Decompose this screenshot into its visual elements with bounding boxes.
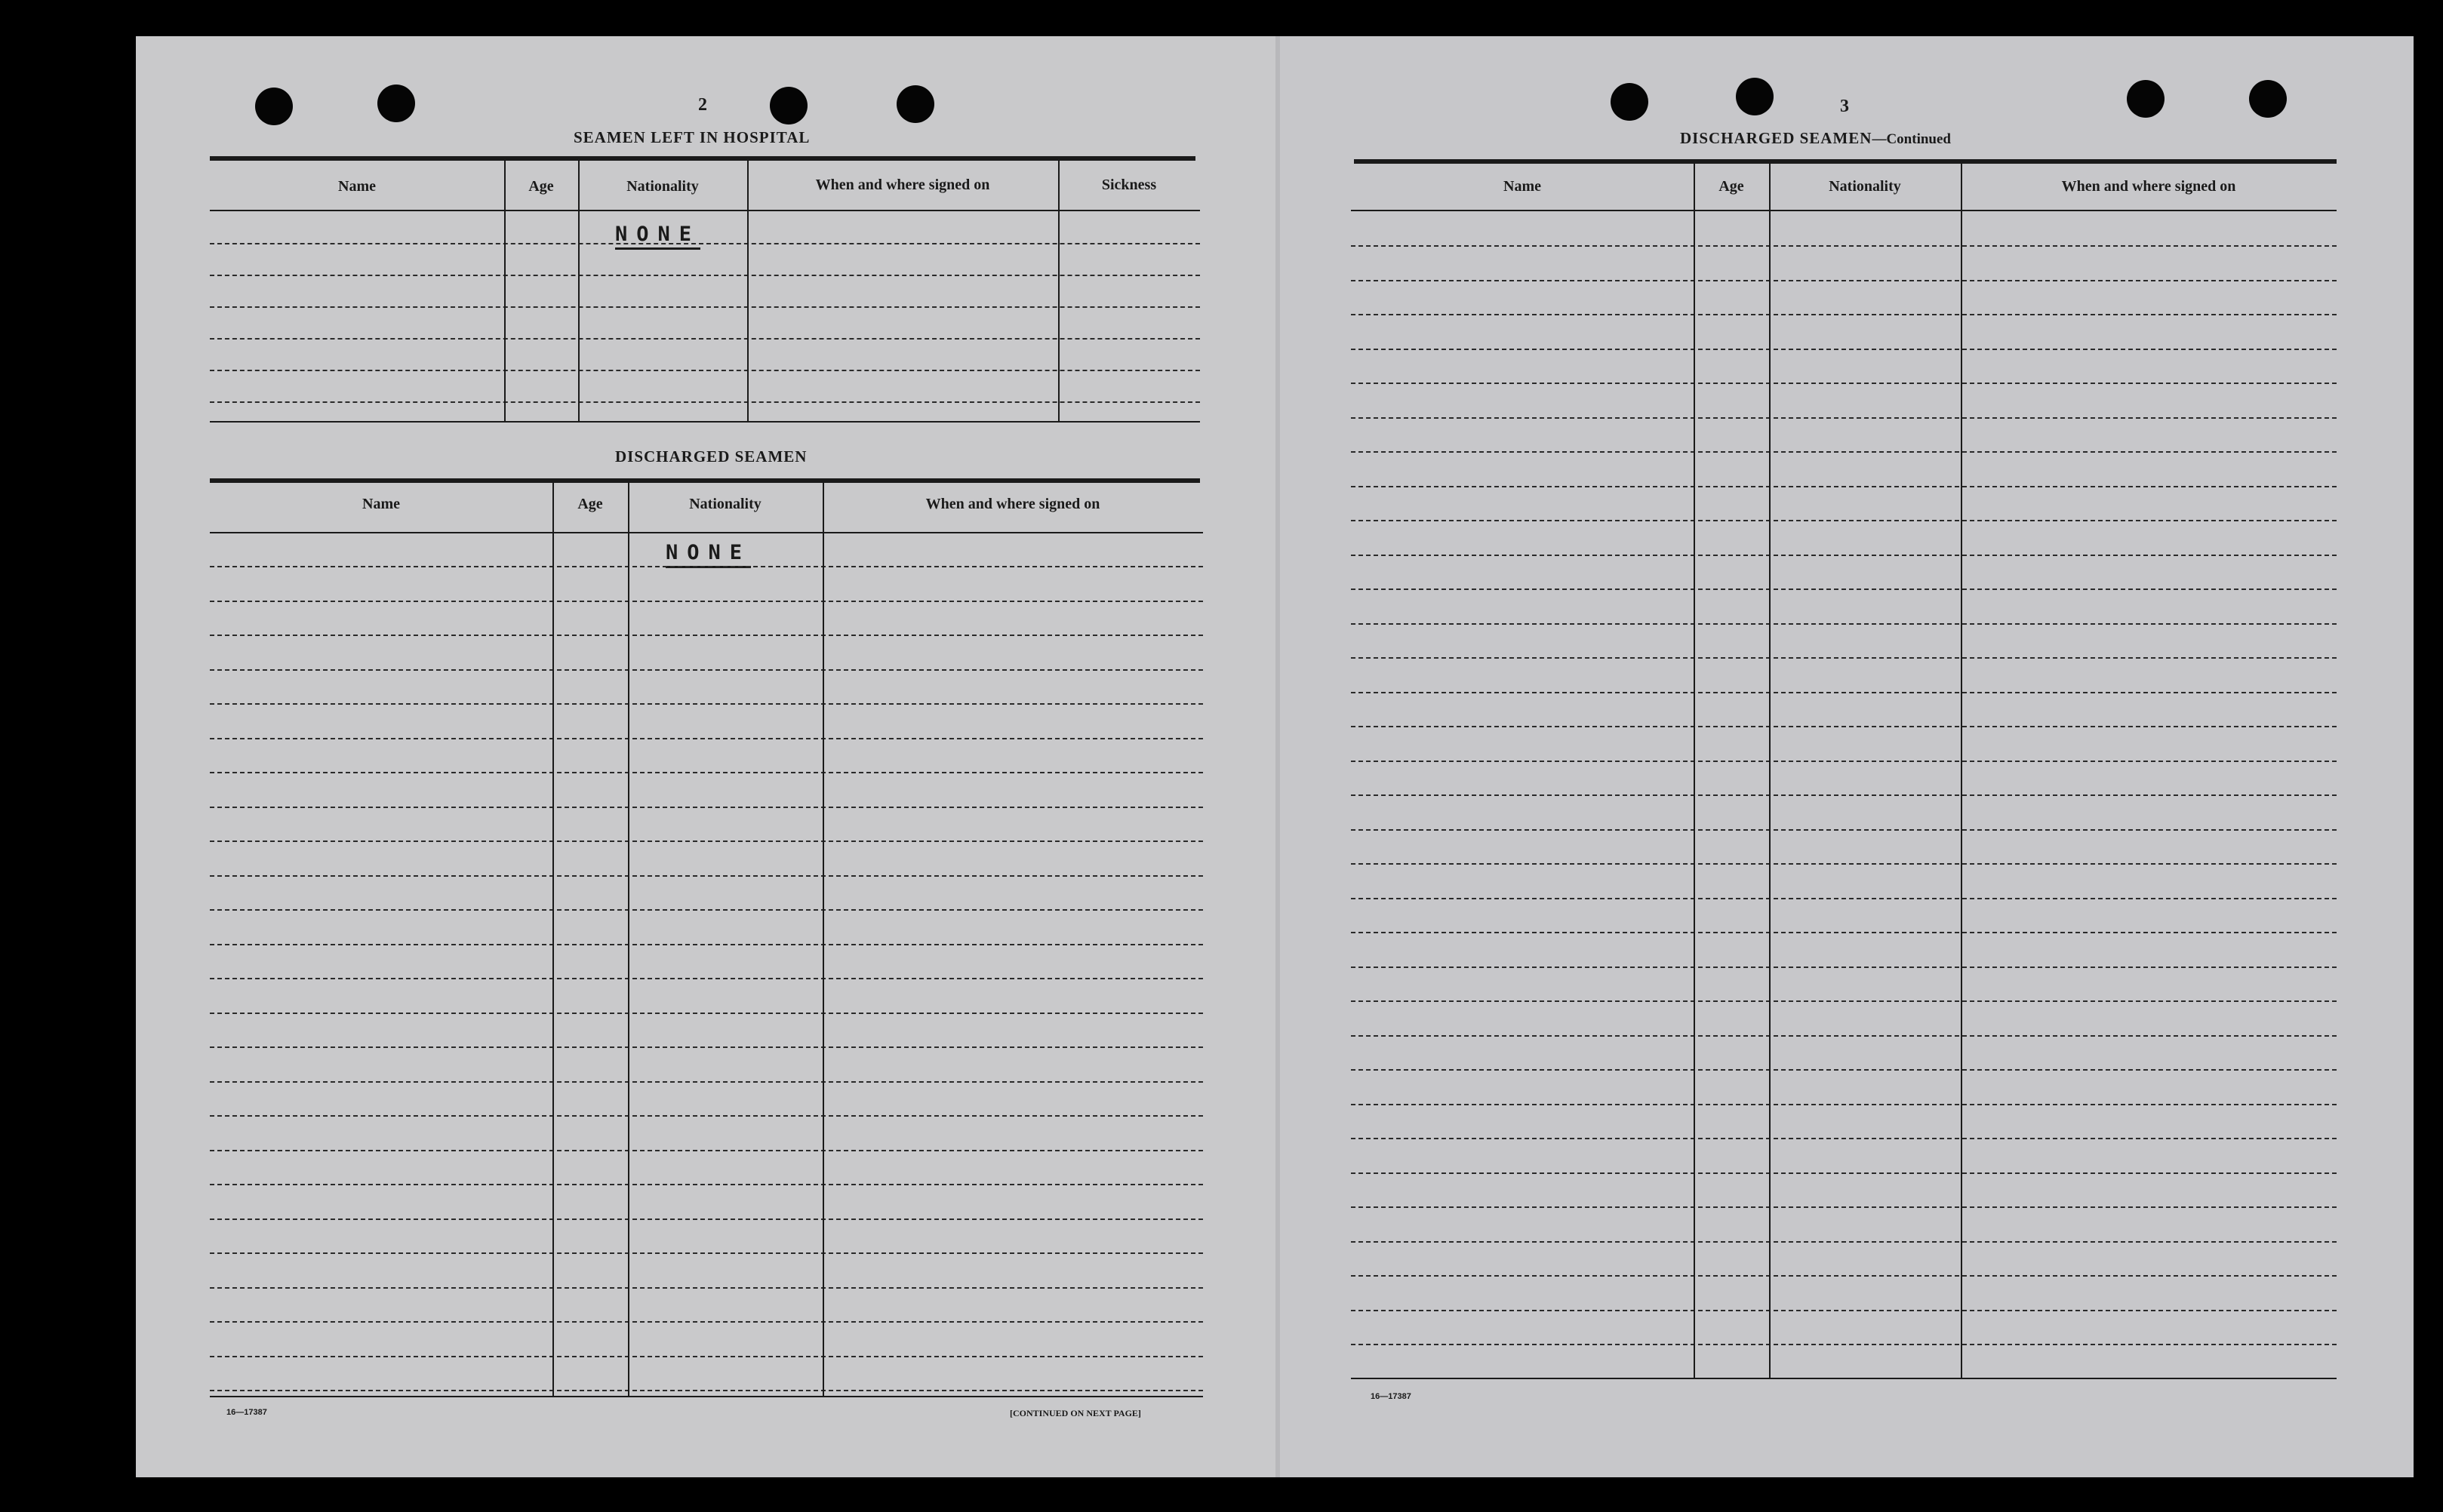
ruled-row-line: [210, 909, 1203, 911]
ruled-row-line: [1351, 726, 2337, 727]
ruled-row-line: [1351, 898, 2337, 899]
ruled-row-line: [210, 944, 1203, 945]
ruled-row-line: [210, 1115, 1203, 1117]
form-number-right: 16—17387: [1371, 1392, 1411, 1401]
ruled-row-line: [210, 1081, 1203, 1083]
ruled-row-line: [210, 370, 1200, 371]
continued-section-title: [1680, 129, 1951, 148]
header-rule: [1351, 210, 2337, 211]
ruled-row-line: [1351, 1241, 2337, 1243]
ruled-row-line: [1351, 692, 2337, 693]
column-divider: [552, 481, 554, 1397]
column-header-age: Age: [1718, 178, 1744, 195]
continued-title-main: DISCHARGED SEAMEN: [1680, 129, 1872, 147]
ruled-row-line: [1351, 314, 2337, 315]
ruled-row-line: [1351, 657, 2337, 659]
ruled-row-line: [210, 1046, 1203, 1048]
ruled-row-line: [1351, 1275, 2337, 1277]
ruled-row-line: [1351, 520, 2337, 521]
column-header-name: Name: [1503, 178, 1541, 195]
ruled-row-line: [1351, 623, 2337, 625]
page-fold: [1275, 36, 1280, 1477]
column-divider: [1058, 158, 1060, 423]
ruled-row-line: [210, 566, 1203, 567]
ruled-row-line: [1351, 451, 2337, 453]
ruled-row-line: [1351, 1035, 2337, 1037]
ruled-row-line: [1351, 383, 2337, 384]
column-header-age: Age: [528, 178, 554, 195]
discharged-none-entry: NONE: [666, 541, 751, 568]
ruled-row-line: [1351, 794, 2337, 796]
hospital-section-title: SEAMEN LEFT IN HOSPITAL: [574, 128, 811, 146]
ruled-row-line: [1351, 280, 2337, 281]
discharged-section-title: DISCHARGED SEAMEN: [615, 447, 808, 466]
column-header-signed-on: When and where signed on: [815, 177, 990, 193]
punch-hole: [377, 85, 415, 122]
ruled-row-line: [1351, 349, 2337, 350]
ruled-row-line: [210, 401, 1200, 403]
punch-hole: [1611, 83, 1648, 121]
page-number-right: 3: [1840, 97, 1849, 116]
ruled-row-line: [1351, 1172, 2337, 1174]
table-top-rule: [210, 156, 1195, 161]
punch-hole: [897, 85, 934, 123]
punch-hole: [255, 88, 293, 125]
ruled-row-line: [1351, 829, 2337, 831]
ruled-row-line: [210, 1013, 1203, 1014]
column-header-nationality: Nationality: [626, 178, 699, 195]
ruled-row-line: [1351, 1104, 2337, 1105]
left-page: [136, 36, 1279, 1477]
ruled-row-line: [210, 601, 1203, 602]
ruled-row-line: [210, 1287, 1203, 1289]
ruled-row-line: [210, 669, 1203, 671]
header-rule: [210, 532, 1203, 533]
ruled-row-line: [1351, 1206, 2337, 1208]
ruled-row-line: [1351, 486, 2337, 487]
punch-hole: [1736, 78, 1774, 115]
column-header-signed-on: When and where signed on: [2061, 178, 2236, 195]
ruled-row-line: [210, 635, 1203, 636]
ruled-row-line: [1351, 1344, 2337, 1345]
page-number-left: 2: [698, 95, 707, 115]
table-bottom-rule: [210, 421, 1200, 423]
ruled-row-line: [1351, 761, 2337, 762]
ruled-row-line: [210, 703, 1203, 705]
ruled-row-line: [1351, 967, 2337, 968]
column-divider: [1769, 161, 1771, 1379]
ruled-row-line: [1351, 589, 2337, 590]
hospital-none-entry: NONE: [615, 223, 700, 250]
table-bottom-rule: [210, 1396, 1203, 1397]
punch-hole: [2249, 80, 2287, 118]
ruled-row-line: [210, 875, 1203, 877]
column-header-nationality: Nationality: [689, 496, 762, 512]
right-page: [1278, 36, 2414, 1477]
column-divider: [578, 158, 580, 423]
continued-title-suffix: —Continued: [1872, 131, 1951, 147]
ruled-row-line: [210, 338, 1200, 340]
ruled-row-line: [210, 1356, 1203, 1357]
ruled-row-line: [1351, 1310, 2337, 1311]
ruled-row-line: [210, 243, 1200, 244]
ruled-row-line: [1351, 863, 2337, 865]
ruled-row-line: [210, 807, 1203, 808]
column-divider: [1961, 161, 1962, 1379]
ruled-row-line: [210, 1321, 1203, 1323]
ruled-row-line: [1351, 932, 2337, 933]
ruled-row-line: [1351, 1138, 2337, 1139]
continued-note: [CONTINUED ON NEXT PAGE]: [1010, 1408, 1141, 1418]
column-header-nationality: Nationality: [1829, 178, 1901, 195]
form-number-left: 16—17387: [226, 1408, 267, 1417]
table-top-rule: [210, 478, 1200, 483]
column-divider: [1694, 161, 1695, 1379]
column-header-age: Age: [577, 496, 603, 512]
table-bottom-rule: [1351, 1378, 2337, 1379]
ruled-row-line: [210, 738, 1203, 739]
ruled-row-line: [210, 978, 1203, 979]
column-divider: [747, 158, 749, 423]
ruled-row-line: [210, 1252, 1203, 1254]
ruled-row-line: [210, 841, 1203, 842]
column-divider: [823, 481, 824, 1397]
ruled-row-line: [1351, 1000, 2337, 1002]
ruled-row-line: [1351, 417, 2337, 419]
ruled-row-line: [210, 1150, 1203, 1151]
ruled-row-line: [210, 1184, 1203, 1185]
ruled-row-line: [210, 1390, 1203, 1391]
ruled-row-line: [210, 306, 1200, 308]
ruled-row-line: [210, 275, 1200, 276]
ruled-row-line: [1351, 245, 2337, 247]
table-top-rule: [1354, 159, 2337, 164]
column-divider: [504, 158, 506, 423]
column-header-name: Name: [338, 178, 376, 195]
column-header-name: Name: [362, 496, 400, 512]
punch-hole: [2127, 80, 2165, 118]
ruled-row-line: [1351, 555, 2337, 556]
column-header-signed-on: When and where signed on: [925, 496, 1100, 512]
ruled-row-line: [210, 1219, 1203, 1220]
header-rule: [210, 210, 1200, 211]
column-divider: [628, 481, 629, 1397]
ruled-row-line: [1351, 1069, 2337, 1071]
column-header-sickness: Sickness: [1101, 177, 1157, 193]
ruled-row-line: [210, 772, 1203, 773]
punch-hole: [770, 87, 808, 124]
